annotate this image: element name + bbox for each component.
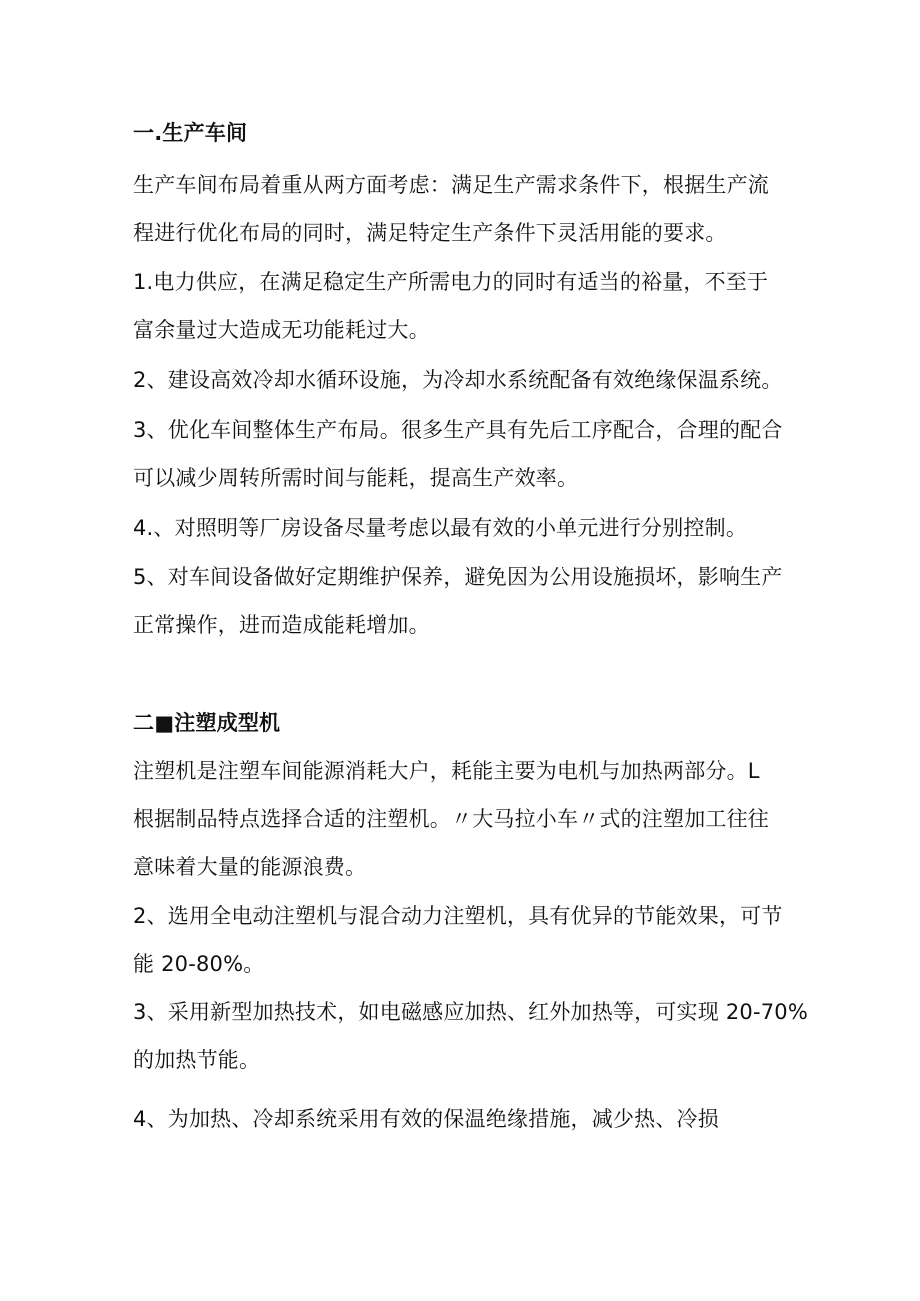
section2-item2-line2: 能 20-80%。 — [133, 952, 265, 976]
section1-item5-line2: 正常操作，进而造成能耗增加。 — [133, 613, 430, 637]
section2-item4-line1: 4、为加热、冷却系统采用有效的保温绝缘措施，减少热、冷损 — [133, 1107, 719, 1131]
section1-intro-line2: 程进行优化布局的同时，满足特定生产条件下灵活用能的要求。 — [133, 221, 727, 245]
section1-item5-line1: 5、对车间设备做好定期维护保养，避免因为公用设施损坏，影响生产 — [133, 565, 783, 589]
section1-item3-line1: 3、优化车间整体生产布局。很多生产具有先后工序配合，合理的配合 — [133, 418, 783, 442]
section2-item2-line1: 2、选用全电动注塑机与混合动力注塑机，具有优异的节能效果，可节 — [133, 904, 783, 928]
section1-item3-line2: 可以减少周转所需时间与能耗，提高生产效率。 — [133, 466, 579, 490]
section2-item3-line2: 的加热节能。 — [133, 1048, 261, 1072]
section1-intro-line1: 生产车间布局着重从两方面考虑：满足生产需求条件下，根据生产流 — [133, 173, 769, 197]
section1-item4-line1: 4.、对照明等厂房设备尽量考虑以最有效的小单元进行分别控制。 — [133, 516, 748, 540]
section1-item2-line1: 2、建设高效冷却水循环设施，为冷却水系统配备有效绝缘保温系统。 — [133, 368, 783, 392]
section1-item1-line1: 1.电力供应，在满足稳定生产所需电力的同时有适当的裕量，不至于 — [133, 270, 769, 294]
section2-item3-line1: 3、采用新型加热技术，如电磁感应加热、红外加热等，可实现 20-70% — [133, 1000, 809, 1024]
section2-intro-line3: 意味着大量的能源浪费。 — [133, 855, 367, 879]
section2-intro-line1: 注塑机是注塑车间能源消耗大户，耗能主要为电机与加热两部分。L — [133, 759, 760, 783]
section2-intro-line2: 根据制品特点选择合适的注塑机。〃大马拉小车〃式的注塑加工往往 — [133, 807, 769, 831]
section2-heading: 二■注塑成型机 — [133, 711, 281, 735]
section1-item1-line2: 富余量过大造成无功能耗过大。 — [133, 318, 430, 342]
section1-heading: 一.生产车间 — [133, 121, 248, 145]
